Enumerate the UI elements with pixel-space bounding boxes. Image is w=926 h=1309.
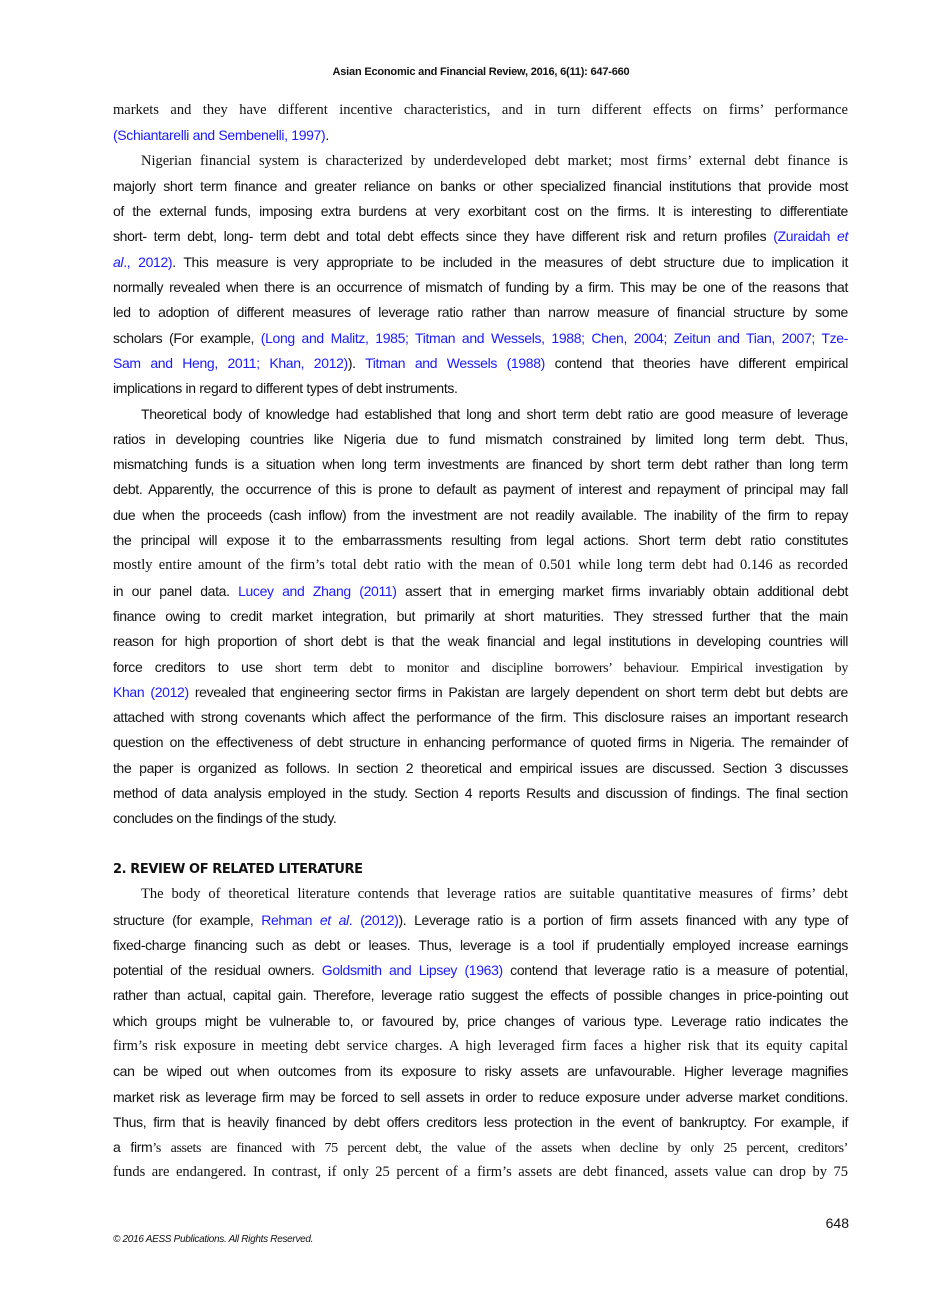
- text-span: revealed that engineering sector firms in Pakistan are largely dependent on short term debt but debts are: [188, 683, 848, 700]
- text-line: [113, 199, 848, 224]
- citation-link[interactable]: ., 2012): [123, 253, 173, 270]
- text-line: [113, 1059, 848, 1084]
- section-heading: 2. REVIEW OF RELATED LITERATURE: [113, 861, 363, 877]
- text-span: normally revealed when there is an occurrence of mismatch of funding by a firm. This may be one of the reasons that: [113, 279, 848, 296]
- paragraph: [113, 98, 848, 149]
- citation-link[interactable]: Titman and Wessels (1988): [365, 354, 545, 371]
- text-line: [113, 1135, 848, 1160]
- citation-link[interactable]: Khan (2012): [113, 683, 189, 700]
- text-span: ). Leverage ratio is a portion of firm assets financed with any type of: [398, 911, 849, 928]
- text-span: fixed-charge financing such as debt or leases. Thus, leverage is a tool if prudentially employed increase earnings: [113, 936, 848, 953]
- text-line: [113, 427, 848, 452]
- text-span: mismatching funds is a situation when long term investments are financed by short term debt rather than long term: [113, 456, 848, 473]
- journal-header: Asian Economic and Financial Review, 2016, 6(11): 647-660: [332, 66, 630, 78]
- text-line: [113, 149, 848, 174]
- text-span: firm’s risk exposure in meeting debt service charges. A high leveraged firm faces a higher risk that its equity capital: [113, 1037, 848, 1054]
- citation-link[interactable]: et: [837, 228, 849, 245]
- citation-link[interactable]: Rehman: [261, 911, 320, 928]
- text-line: [113, 983, 848, 1008]
- text-span: finance owing to credit market integration, but primarily at short maturities. They stressed further that the main: [113, 607, 848, 624]
- text-span: The body of theoretical literature contends that leverage ratios are suitable quantitative measures of firms’ debt: [141, 886, 848, 903]
- page-number: 648: [825, 1215, 849, 1231]
- text-span: method of data analysis employed in the study. Section 4 reports Results and discussion of findings. The final section: [113, 785, 848, 802]
- text-line: [113, 882, 848, 907]
- text-span: mostly entire amount of the firm’s total debt ratio with the mean of 0.501 while long term debt had 0.146 as recorded: [113, 557, 848, 574]
- citation-link[interactable]: (Long and Malitz, 1985; Titman and Wessels, 1988; Chen, 2004; Zeitun and Tian, 2007; Tze-: [260, 329, 848, 346]
- text-line: [113, 123, 848, 148]
- text-line: [113, 326, 848, 351]
- text-span: Thus, firm that is heavily financed by debt offers creditors less protection in the event of bankruptcy. For example, if: [113, 1113, 848, 1130]
- text-span: force creditors to use: [113, 658, 276, 675]
- text-line: [113, 579, 848, 604]
- text-line: [113, 351, 848, 376]
- text-line: [113, 908, 848, 933]
- text-line: [113, 477, 848, 502]
- text-span: ’s assets are financed with 75 percent debt, the value of the assets when decline by only 25 percent, creditors’: [152, 1141, 848, 1157]
- text-span: in our panel data.: [113, 582, 239, 599]
- text-line: [113, 629, 848, 654]
- text-span: Nigerian financial system is characterized by underdeveloped debt market; most firms’ external debt finance is: [141, 152, 848, 169]
- text-span: potential of the residual owners.: [113, 962, 322, 979]
- text-span: rather than actual, capital gain. Therefore, leverage ratio suggest the effects of possible changes in price-pointing out: [113, 987, 848, 1004]
- text-span: implications in regard to different types of debt instruments.: [113, 380, 458, 397]
- text-span: concludes on the findings of the study.: [113, 810, 337, 827]
- citation-link[interactable]: . (2012): [348, 911, 399, 928]
- citation-link[interactable]: al: [113, 253, 124, 270]
- text-line: [113, 933, 848, 958]
- text-line: [113, 756, 848, 781]
- text-line: [113, 224, 848, 249]
- text-line: [113, 174, 848, 199]
- text-span: structure (for example,: [113, 911, 262, 928]
- text-line: [113, 376, 848, 401]
- text-span: markets and they have different incentive characteristics, and in turn different effects on firms’ performance: [113, 102, 848, 118]
- text-line: [113, 98, 848, 123]
- citation-link[interactable]: (Zuraidah: [773, 228, 838, 245]
- text-span: . This measure is very appropriate to be included in the measures of debt structure due to implication it: [172, 253, 848, 270]
- citation-link[interactable]: (Schiantarelli and Sembenelli, 1997): [113, 127, 326, 144]
- text-span: question on the effectiveness of debt structure in enhancing performance of quoted firms in Nigeria. The remainder of: [113, 734, 848, 751]
- text-span: the principal will expose it to the embarrassments resulting from legal actions. Short term debt ratio constitutes: [113, 532, 848, 549]
- text-line: [113, 452, 848, 477]
- text-line: [113, 275, 848, 300]
- text-line: [113, 958, 848, 983]
- text-line: [113, 705, 848, 730]
- text-span: debt. Apparently, the occurrence of this is prone to default as payment of interest and repayment of principal may fall: [113, 481, 848, 498]
- text-span: funds are endangered. In contrast, if only 25 percent of a firm’s assets are debt financed, assets value can drop by 75: [113, 1164, 848, 1181]
- text-span: contend that leverage ratio is a measure of potential,: [502, 962, 848, 979]
- text-span: a firm: [113, 1139, 153, 1156]
- paragraph: [113, 882, 848, 1186]
- text-span: majorly short term finance and greater reliance on banks or other specialized financial institutions that provide most: [113, 177, 848, 194]
- text-span: short term debt to monitor and discipline borrowers’ behaviour. Empirical investigation by: [275, 660, 848, 676]
- text-span: short- term debt, long- term debt and total debt effects since they have different risk and return profiles: [113, 228, 774, 245]
- text-line: [113, 1009, 848, 1034]
- article-body: [113, 98, 848, 1186]
- text-span: .: [325, 127, 329, 144]
- text-line: [113, 806, 848, 831]
- text-line: [113, 1085, 848, 1110]
- text-span: reason for high proportion of short debt is that the weak financial and legal institutions in developing countries will: [113, 633, 848, 650]
- text-span: Theoretical body of knowledge had established that long and short term debt ratio are good measure of leverage: [141, 405, 848, 422]
- text-line: [113, 300, 848, 325]
- text-line: [113, 781, 848, 806]
- citation-link[interactable]: et al: [319, 911, 349, 928]
- text-span: of the external funds, imposing extra burdens at very exorbitant cost on the firms. It is interesting to differentiate: [113, 203, 848, 220]
- text-span: can be wiped out when outcomes from its exposure to risky assets are unfavourable. Higher leverage magnifies: [113, 1063, 848, 1080]
- text-span: scholars (For example,: [113, 329, 261, 346]
- text-span: the paper is organized as follows. In section 2 theoretical and empirical issues are discussed. Section 3 discusses: [113, 759, 848, 776]
- text-span: which groups might be vulnerable to, or favoured by, price changes of various type. Leverage ratio indicates the: [113, 1012, 848, 1029]
- citation-link[interactable]: Sam and Heng, 2011; Khan, 2012): [113, 354, 348, 371]
- paragraph: [113, 149, 848, 402]
- citation-link[interactable]: Lucey and Zhang (2011): [238, 582, 397, 599]
- text-span: ).: [347, 354, 366, 371]
- citation-link[interactable]: Goldsmith and Lipsey (1963): [321, 962, 503, 979]
- text-line: [113, 503, 848, 528]
- text-span: led to adoption of different measures of leverage ratio rather than narrow measure of financial structure by some: [113, 304, 848, 321]
- text-span: contend that theories have different empirical: [544, 354, 848, 371]
- text-line: [113, 1160, 848, 1185]
- text-span: ratios in developing countries like Nigeria due to fund mismatch constrained by limited long term debt. Thus,: [113, 430, 848, 447]
- text-line: [113, 1034, 848, 1059]
- text-line: [113, 730, 848, 755]
- text-span: market risk as leverage firm may be forced to sell assets in order to reduce exposure under adverse market conditions.: [113, 1088, 848, 1105]
- paragraph: [113, 402, 848, 832]
- text-line: [113, 1110, 848, 1135]
- text-span: attached with strong covenants which affect the performance of the firm. This disclosure raises an important research: [113, 709, 848, 726]
- text-span: due when the proceeds (cash inflow) from the investment are not readily available. The inability of the firm to repay: [113, 506, 848, 523]
- text-line: [113, 604, 848, 629]
- text-line: [113, 655, 848, 680]
- text-line: [113, 680, 848, 705]
- text-line: [113, 528, 848, 553]
- copyright-footer: © 2016 AESS Publications. All Rights Reserved.: [113, 1234, 314, 1245]
- text-line: [113, 250, 848, 275]
- text-span: assert that in emerging market firms invariably obtain additional debt: [396, 582, 849, 599]
- text-line: [113, 553, 848, 578]
- text-line: [113, 402, 848, 427]
